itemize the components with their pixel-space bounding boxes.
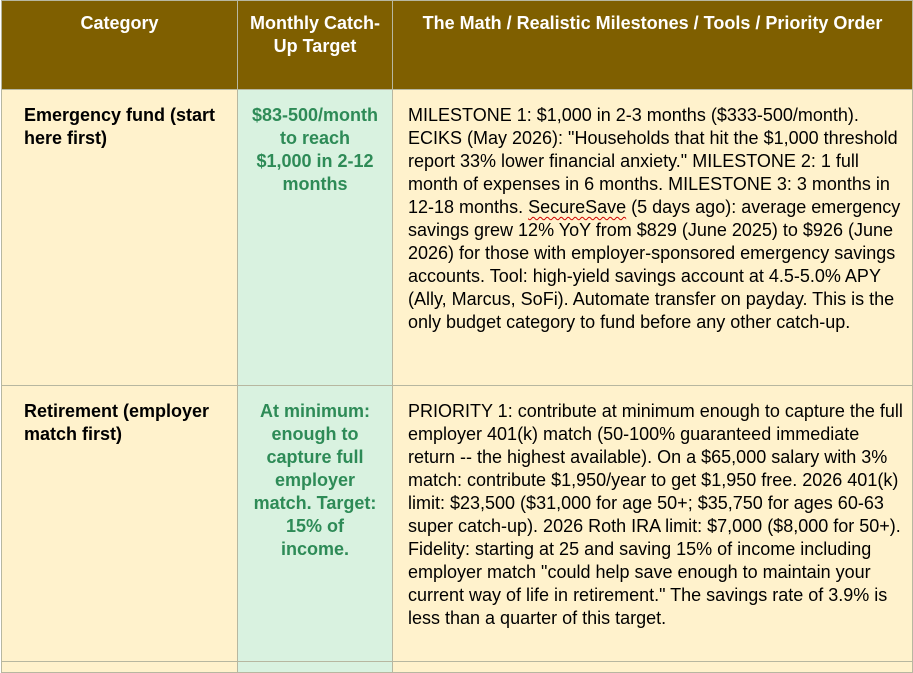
table-row-partial (2, 662, 913, 673)
header-row (2, 1, 913, 90)
catch-up-plan-table (1, 0, 913, 673)
category-cell (2, 662, 238, 673)
spellcheck-flagged-word[interactable]: SecureSave (528, 197, 627, 217)
detail-text: MILESTONE 1: $1,000 in 2-3 months ($333-500/month). ECIKS (May 2026): "Households that hit the $1,000 threshold report 33% lower financial anxiety." MILESTONE 2: 1 full month of expenses in 6 months. MILESTONE 3: 3 months in 12-18 months. (408, 105, 898, 217)
table-row (2, 90, 913, 386)
category-cell: Emergency fund (start here first) (2, 90, 238, 386)
detail-cell: PRIORITY 1: contribute at minimum enough to capture the full employer 401(k) match (50-100% guaranteed immediate return -- the highest available). On a $65,000 salary with 3% match: contribute $1,950/year to get $1,950 free. 2026 401(k) limit: $23,500 ($31,000 for age 50+; $35,750 for ages 60-63 super catch-up). 2026 Roth IRA limit: $7,000 ($8,000 for 50+). Fidelity: starting at 25 and saving 15% of income including employer match "could help save enough to maintain your current way of life in retirement." The savings rate of 3.9% is less than a quarter of this target. (393, 386, 913, 662)
target-cell: $83-500/month to reach $1,000 in 2-12 months (238, 90, 393, 386)
target-cell (238, 662, 393, 673)
detail-text: (5 days ago): average emergency savings grew 12% YoY from $829 (June 2025) to $926 (June 2026) for those with employer-sponsored emergency savings accounts. Tool: high-yield savings account at 4.5-5.0% APY (Ally, Marcus, SoFi). Automate transfer on payday. This is the only budget category to fund before any other catch-up. (408, 197, 901, 332)
header-monthly-target: Monthly Catch-Up Target (238, 1, 393, 90)
detail-cell (393, 662, 913, 673)
category-cell: Retirement (employer match first) (2, 386, 238, 662)
target-cell: At minimum: enough to capture full employer match. Target: 15% of income. (238, 386, 393, 662)
header-details: The Math / Realistic Milestones / Tools / Priority Order (393, 1, 913, 90)
table-row (2, 386, 913, 662)
detail-cell (393, 90, 913, 386)
header-category: Category (2, 1, 238, 90)
